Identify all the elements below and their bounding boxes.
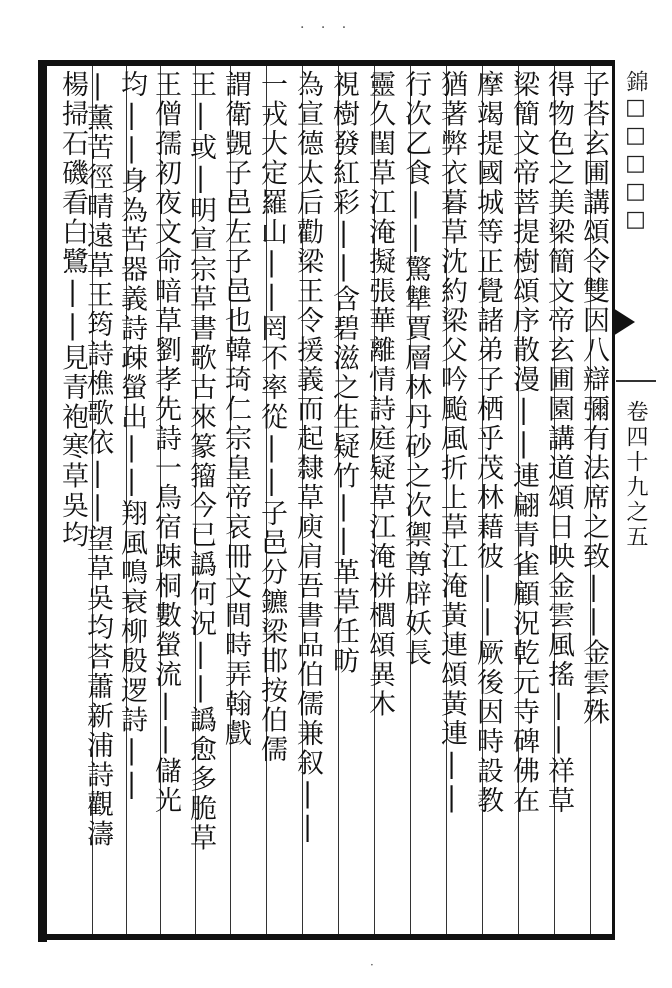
text-column-14: 均||身為苦器義詩疎螢出||翔風鳴衰柳殷逻詩||: [116, 70, 147, 802]
text-column-15: |薰苦徑晴遠草王筠詩樵歌依||望草吳均荅蕭新浦詩觀濤: [82, 70, 113, 849]
text-column-7: 靈久閨草江淹擬張華離情詩庭疑草江淹栟櫚頌異木: [364, 70, 395, 719]
text-column-8: 視樹發紅彩||含碧滋之生疑竹||革草任昉: [328, 70, 359, 676]
frame-left-border: [38, 62, 47, 942]
text-column-16: 楊掃石磯看白鷺||見青袍寒草吳均: [57, 70, 88, 550]
text-column-5: 猶著弊衣暮草沈約梁父吟颱風折上草江淹黃連頌黃連||: [436, 70, 467, 816]
margin-top-chars: 錦□□□□□: [623, 70, 648, 235]
frame-bottom-border: [38, 934, 618, 940]
margin-volume-title: 卷四十九之五: [623, 400, 648, 550]
text-column-9: 為宣德太后勸梁王令援義而起隸草庾肩吾書品伯儒兼叙||: [292, 70, 323, 845]
scan-speckles: · · ·: [300, 20, 353, 36]
text-column-3: 梁簡文帝菩提樹頌序散漫||連翩青雀顧況乾元寺碑佛在: [508, 70, 539, 816]
margin-rule: [616, 380, 656, 382]
scan-speckle-bottom: ·: [370, 958, 374, 972]
fishtail-mark: [613, 308, 635, 336]
text-column-4: 摩竭提國城等正覺諸弟子栖乎茂林藉彼||厥後因時設教: [472, 70, 503, 816]
text-column-12: 王|或|明宣宗草書歌古來篆籀今已譌何況||譌愈多脆草: [185, 70, 216, 853]
text-column-2: 得物色之美梁簡文帝玄圃園講道頌日映金雲風搖||祥草: [543, 70, 574, 816]
frame-top-border: [38, 60, 618, 66]
text-column-10: 一戎大定羅山||罔不率從||子邑分鑣梁邯按伯儒: [256, 70, 287, 765]
text-column-13: 王僧孺初夜文命暗草劉孝先詩一鳥宿踈桐數螢流||儲光: [150, 70, 181, 816]
text-column-6: 行次乙食||驚犨賈層林丹砂之次禦尊辟妖長: [400, 70, 431, 668]
text-column-1: 子荅玄圃講頌令雙因八辯彌有法席之致||金雲殊: [578, 70, 609, 727]
text-column-11: 謂衛覬子邑左子邑也韓琦仁宗皇帝哀冊文間時弄翰戲: [220, 70, 251, 749]
